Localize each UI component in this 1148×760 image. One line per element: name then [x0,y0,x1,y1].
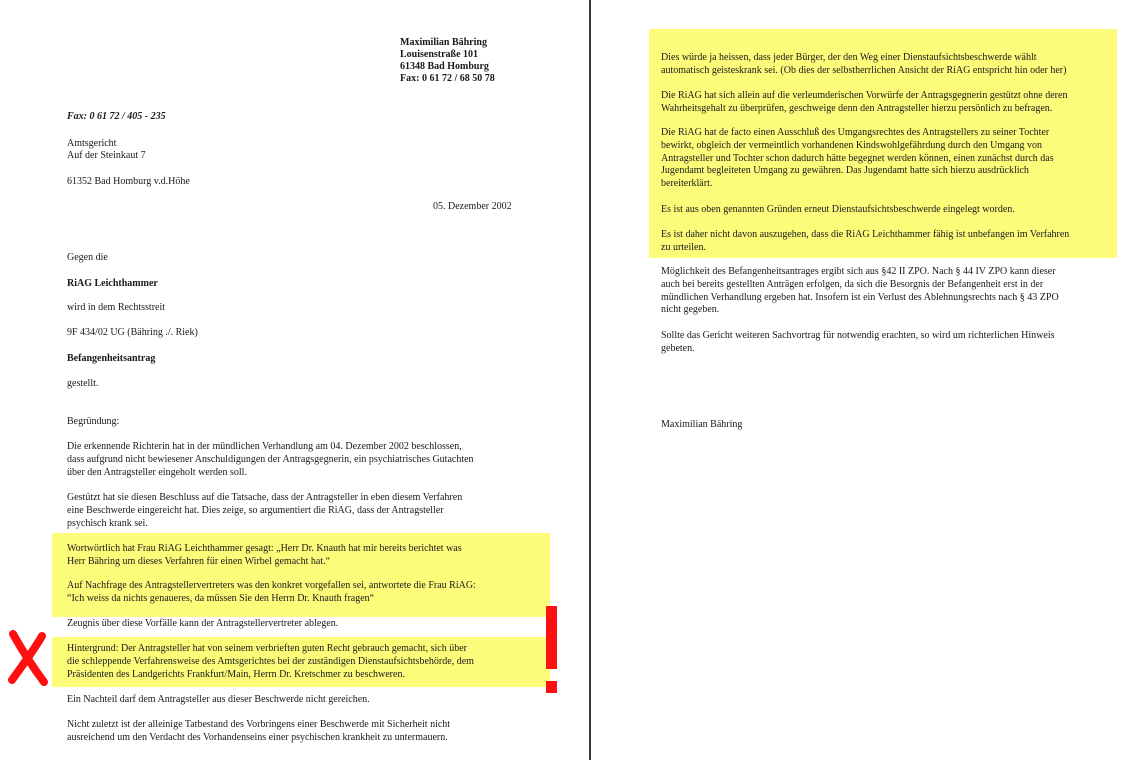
paragraph-5: Zeugnis über diese Vorfälle kann der Antragstellervertreter ablegen. [67,618,339,629]
recipient-line2: Auf der Steinkaut 7 [67,150,146,161]
case-intro: wird in dem Rechtsstreit [67,302,166,313]
right-paragraph-6: Möglichkeit des Befangenheitsantrages ergibt sich aus §42 II ZPO. Nach § 44 IV ZPO kann dieser auch bei bereits gestellten Anträgen erfolgen, da sich die Besorgnis der Befangenheit erst in der mündlichen Verhandlung ergeben hat. Insofern ist ein Verlust des Ablehnungsrechts nach § 43 ZPO nicht gegeben. [661,266,1059,316]
paragraph-7: Ein Nachteil darf dem Antragsteller aus dieser Beschwerde nicht gereichen. [67,694,370,705]
right-paragraph-5: Es ist daher nicht davon auszugehen, dass die RiAG Leichthammer fähig ist unbefangen im Verfahren zu urteilen. [661,229,1070,253]
sender-name: Maximilian Bähring [400,37,487,48]
respondent-name: RiAG Leichthammer [67,278,158,289]
right-paragraph-7: Sollte das Gericht weiteren Sachvortrag für notwendig erachten, so wird um richterlichen Hinweis gebeten. [661,330,1055,354]
sender-fax: Fax: 0 61 72 / 68 50 78 [400,73,495,84]
against-intro: Gegen die [67,252,108,263]
sender-street: Louisenstraße 101 [400,49,479,60]
right-paragraph-3: Die RiAG hat de facto einen Ausschluß des Umgangsrechtes des Antragstellers zu seiner Tochter bewirkt, obgleich der vermeintlich vorhandenen Kindswohlgefährdung durch den Umgang von Antragsteller und Tochter schon dadurch hätte begegnet werden können, einen zunächst durch das Jugendamt begleiteten Umgang zu gewähren. Das Jugendamt hatte sich hierzu ausdrücklich bereiterklärt. [661,127,1054,190]
paragraph-1: Die erkennende Richterin hat in der mündlichen Verhandlung am 04. Dezember 2002 beschlossen, dass aufgrund nicht bewiesener Anschuldigungen der Antragsgegnerin, ein psychiatrisches Gutachten über den Antragsteller eingeholt werden soll. [67,441,474,478]
sender-city: 61348 Bad Homburg [400,61,489,72]
paragraph-2: Gestützt hat sie diesen Beschluss auf die Tatsache, dass der Antragsteller in eben diesem Verfahren eine Beschwerde eingereicht hat. Dies zeige, so argumentiert die RiAG, dass der Antragsteller psychisch krank sei. [67,492,463,529]
signature: Maximilian Bähring [661,419,743,430]
letter-date: 05. Dezember 2002 [433,201,512,212]
document-page-right [591,0,1148,760]
paragraph-3: Wortwörtlich hat Frau RiAG Leichthammer gesagt: „Herr Dr. Knauth hat mir bereits berichtet was Herr Bähring um dieses Verfahren für einen Wirbel gemacht hat.“ [67,543,462,567]
red-cross-mark [8,630,48,686]
right-paragraph-4: Es ist aus oben genannten Gründen erneut Dienstaufsichtsbeschwerde eingelegt worden. [661,204,1015,215]
reason-heading: Begründung: [67,416,120,427]
motion-suffix: gestellt. [67,378,99,389]
recipient-line1: Amtsgericht [67,138,117,149]
recipient-city: 61352 Bad Homburg v.d.Höhe [67,176,190,187]
recipient-fax: Fax: 0 61 72 / 405 - 235 [67,111,166,122]
paragraph-6: Hintergrund: Der Antragsteller hat von seinem verbrieften guten Recht gebrauch gemacht, sich über die schleppende Verfahrensweise des Amtsgerichtes bei der zuständigen Dienstaufsichtsbehörde, dem Präsidenten des Landgerichts Frankfurt/Main, Herrn Dr. Kretschmer zu beschweren. [67,643,474,680]
paragraph-8: Nicht zuletzt ist der alleinige Tatbestand des Vorbringens einer Beschwerde mit Sicherheit nicht ausreichend um den Verdacht des Vorhandenseins einer psychischen krankheit zu untermauern. [67,719,451,743]
motion-title: Befangenheitsantrag [67,353,156,364]
right-paragraph-2: Die RiAG hat sich allein auf die verleumderischen Vorwürfe der Antragsgegnerin gestützt ohne deren Wahrheitsgehalt zu überprüfen, geschweige denn den Antragsteller hierzu persönlich zu befragen. [661,90,1068,114]
right-paragraph-1: Dies würde ja heissen, dass jeder Bürger, der den Weg einer Dienstaufsichtsbeschwerde wählt automatisch geisteskrank sei. (Ob dies der selbstherrlichen Ansicht der RiAG entspricht hin oder her) [661,52,1067,76]
red-exclamation-mark [540,606,564,698]
paragraph-4: Auf Nachfrage des Antragstellervertreters was den konkret vorgefallen sei, antwortete die Frau RiAG: “Ich weiss da nichts genaueres, da müssen Sie den Herrn Dr. Knauth fragen“ [67,580,476,604]
case-number: 9F 434/02 UG (Bähring ./. Riek) [67,327,198,338]
